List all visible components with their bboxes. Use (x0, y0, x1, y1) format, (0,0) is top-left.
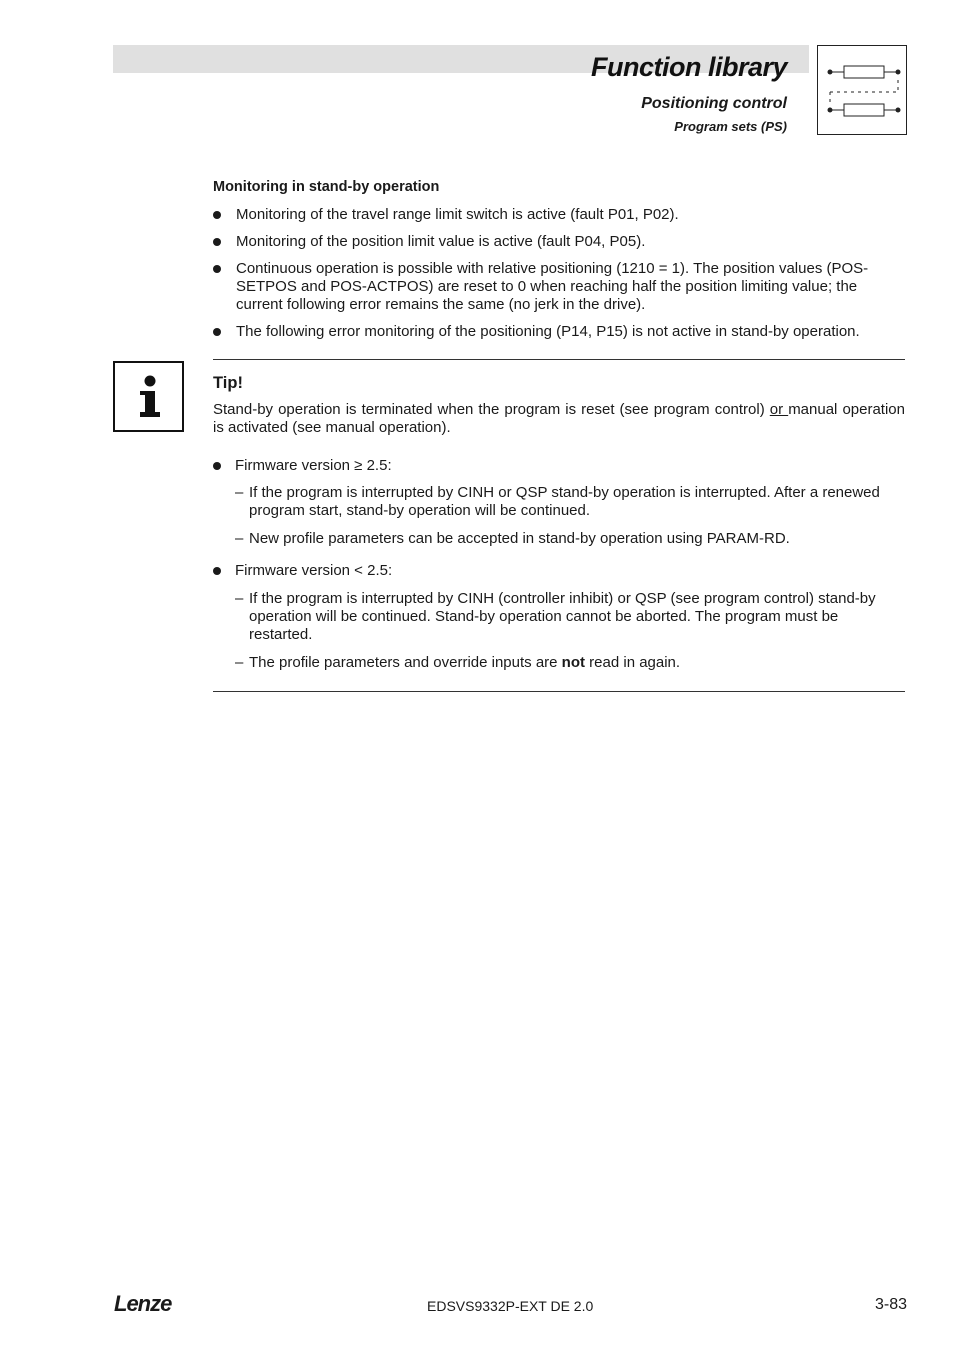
tip-title: Tip! (213, 374, 243, 392)
tip-body: Stand-by operation is terminated when the program is reset (see program control) or manual operation is activated (see manual operation). (213, 401, 905, 436)
firmware-new-label: Firmware version ≥ 2.5: (213, 457, 905, 475)
page-subsubtitle: Program sets (PS) (674, 119, 787, 134)
document-id: EDSVS9332P-EXT DE 2.0 (427, 1298, 594, 1314)
section-heading: Monitoring in stand-by operation (213, 179, 440, 195)
bullet-icon (213, 462, 221, 470)
list-item: Continuous operation is possible with relative positioning (1210 = 1). The position values (POS-SETPOS and POS-ACTPOS) are reset to 0 when reaching half the position limiting value; the current following error remains the same (no jerk in the drive). (213, 260, 905, 314)
positioning-diagram-icon (817, 45, 907, 135)
list-item: The following error monitoring of the positioning (P14, P15) is not active in stand-by operation. (213, 323, 905, 341)
bullet-icon (213, 238, 221, 246)
list-item: – New profile parameters can be accepted in stand-by operation using PARAM-RD. (235, 530, 790, 547)
tip-top-rule (213, 359, 905, 360)
list-item: – If the program is interrupted by CINH or QSP stand-by operation is interrupted. After a renewed program start, stand-by operation will be continued. (235, 484, 880, 519)
page-number: 3-83 (874, 1296, 907, 1313)
bullet-icon (213, 328, 221, 336)
list-item: – If the program is interrupted by CINH (controller inhibit) or QSP (see program control) stand-by operation will be continued. Stand-by operation cannot be aborted. The program must be restarted. (235, 590, 876, 643)
page-subtitle: Positioning control (641, 95, 787, 112)
bullet-icon (213, 211, 221, 219)
bullet-icon (213, 567, 221, 575)
lenze-logo: Lenze (114, 1291, 172, 1316)
list-item: – The profile parameters and override inputs are not read in again. (235, 654, 681, 671)
list-item: Monitoring of the travel range limit switch is active (fault P01, P02). (213, 206, 905, 224)
tip-bottom-rule (213, 691, 905, 692)
info-icon (113, 361, 184, 432)
bullet-icon (213, 265, 221, 273)
monitoring-list (213, 206, 905, 350)
firmware-old-label: Firmware version < 2.5: (213, 562, 905, 580)
list-item: Monitoring of the position limit value is active (fault P04, P05). (213, 233, 905, 251)
page-title: Function library (590, 52, 787, 82)
